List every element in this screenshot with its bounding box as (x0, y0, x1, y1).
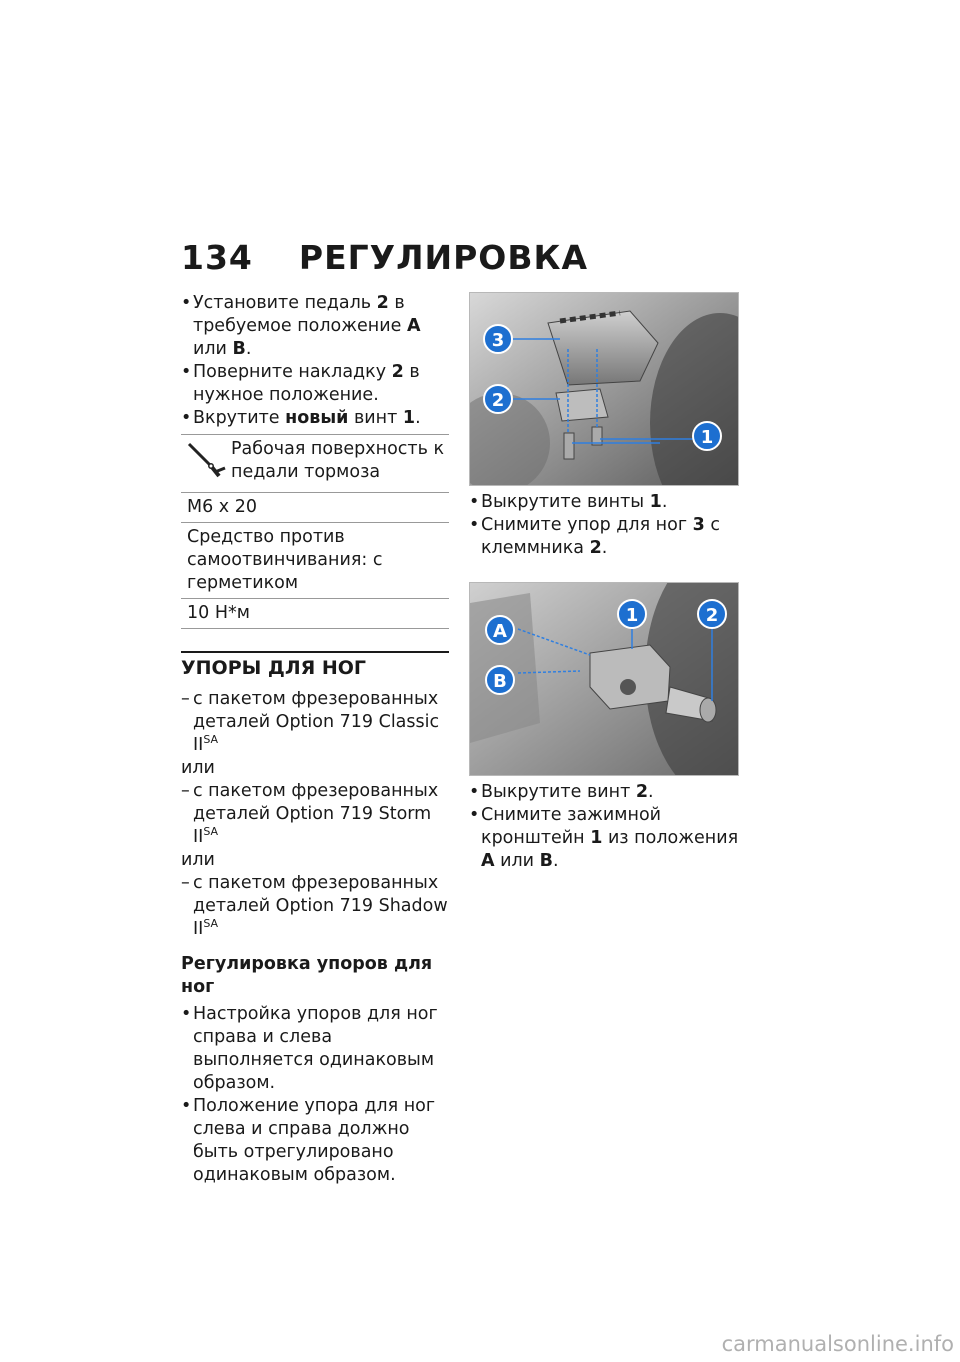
figure-footrest-assembly (469, 292, 739, 486)
bullet-item: • Положение упора для ног слева и справа должно быть отрегулировано одинаковым образом. (181, 1095, 449, 1187)
spec-agent: Средство против самоотвинчивания: с герметиком (181, 523, 449, 599)
brake-pedal-icon (185, 438, 231, 489)
spec-row-label (181, 435, 449, 493)
callout-a: A (485, 615, 515, 645)
or-text: или (181, 850, 215, 870)
fig1-steps (469, 491, 739, 560)
step-set-pedal: • Установите педаль 2 в требуемое положение A или B. (181, 292, 449, 361)
option-list (181, 688, 449, 941)
callout-3: 3 (483, 324, 513, 354)
page-header (181, 238, 588, 277)
watermark: carmanualsonline.info (721, 1332, 954, 1356)
step-rotate-pad: • Поверните накладку 2 в нужное положение. (181, 361, 449, 407)
spec-torque: 10 Н*м (181, 599, 449, 629)
figure-clamp-bracket (469, 582, 739, 776)
section-title: УПОРЫ ДЛЯ НОГ (181, 651, 449, 680)
callout-1: 1 (617, 599, 647, 629)
callout-2: 2 (697, 599, 727, 629)
spec-thread: M6 x 20 (181, 493, 449, 523)
step-screw-in: • Вкрутите новый винт 1. (181, 407, 449, 430)
fig2-steps (469, 781, 739, 873)
callout-2: 2 (483, 384, 513, 414)
step-remove-footrest: • Снимите упор для ног 3 с клеммника 2. (469, 514, 739, 560)
sub-title: Регулировка упоров для ног (181, 954, 433, 997)
left-column (181, 292, 449, 1187)
spec-label: Рабочая поверхность к педали тормоза (231, 439, 445, 482)
step-remove-bracket: • Снимите зажимной кронштейн 1 из положения A или B. (469, 804, 739, 873)
callout-b: B (485, 665, 515, 695)
torque-spec-table (181, 434, 449, 629)
step-remove-screws: • Выкрутите винты 1. (469, 491, 739, 514)
bullet-item: • Настройка упоров для ног справа и слева выполняется одинаковым образом. (181, 1003, 449, 1095)
page-title: РЕГУЛИРОВКА (298, 238, 589, 277)
callout-1: 1 (692, 421, 722, 451)
footrest-illustration (470, 293, 738, 485)
step-remove-screw: • Выкрутите винт 2. (469, 781, 739, 804)
page-number: 134 (181, 238, 253, 277)
option-item: – с пакетом фрезерованных деталей Option 719 Classic $II^{SA}$ (181, 688, 449, 757)
right-column (469, 292, 739, 873)
or-text: или (181, 758, 215, 778)
option-item: – с пакетом фрезерованных деталей Option 719 Shadow $II^{SA}$ (181, 872, 449, 941)
option-item: – с пакетом фрезерованных деталей Option 719 Storm $II^{SA}$ (181, 780, 449, 849)
